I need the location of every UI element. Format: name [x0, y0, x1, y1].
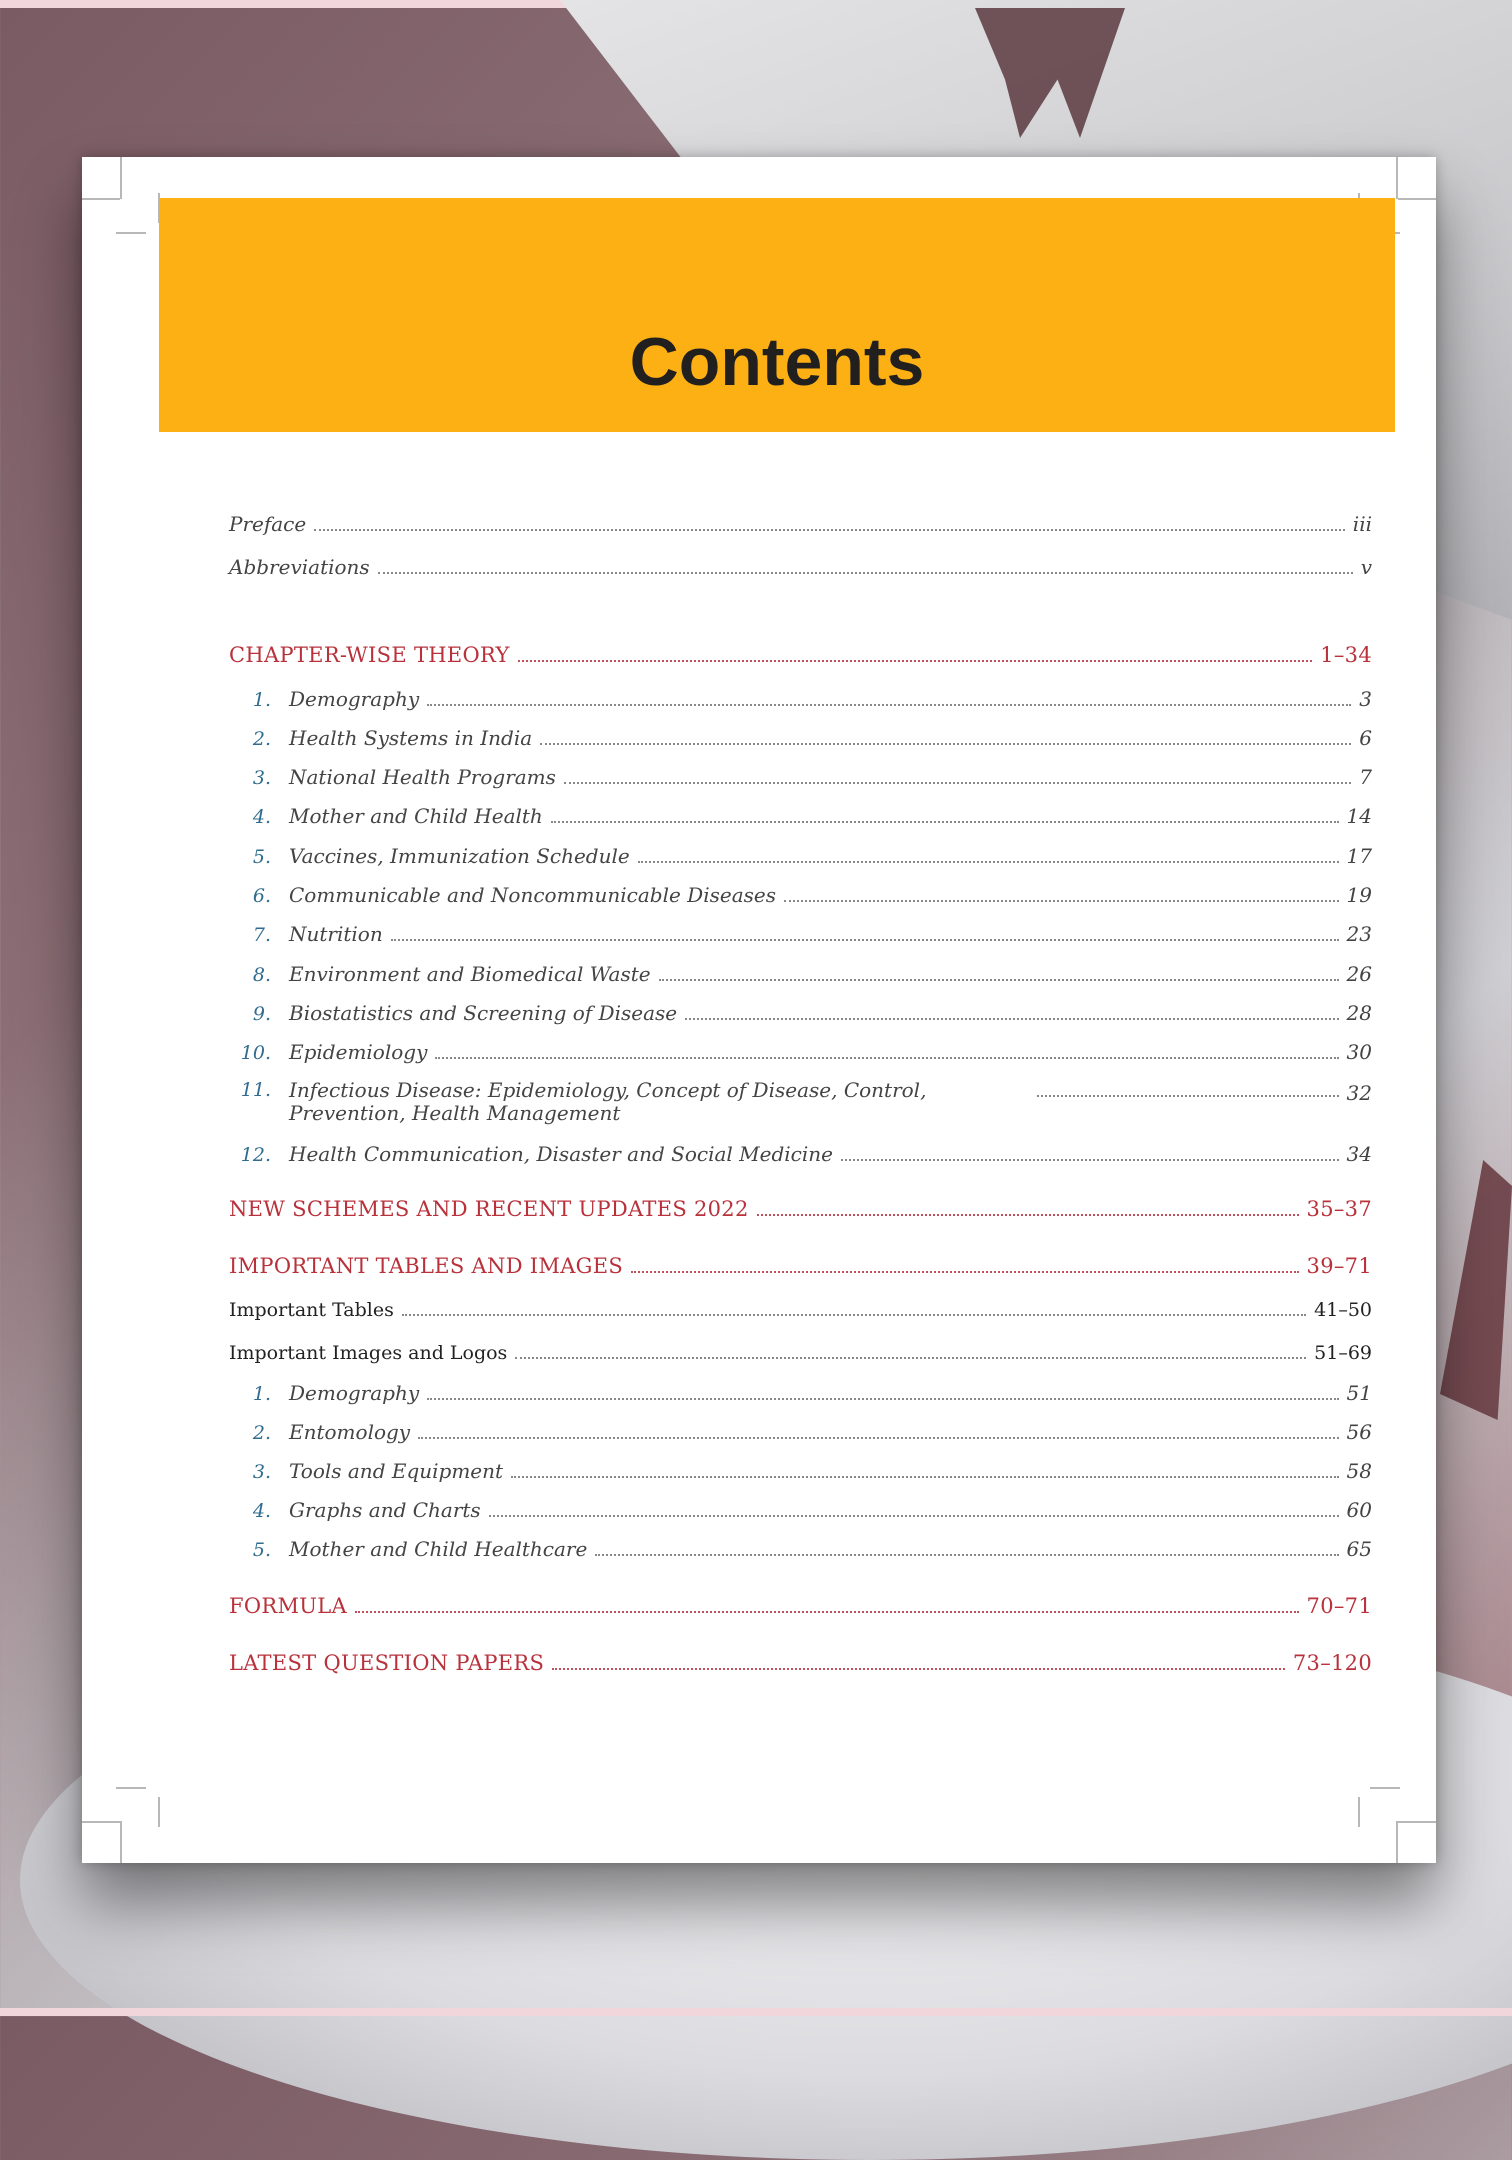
- toc-image-row[interactable]: [229, 1498, 1372, 1522]
- dot-leader: [355, 1611, 1299, 1613]
- dot-leader: [314, 529, 1345, 531]
- dot-leader: [427, 1398, 1338, 1400]
- toc-page: 56: [1346, 1420, 1372, 1444]
- toc-title: Nutrition: [289, 922, 383, 946]
- toc-title: Mother and Child Health: [289, 804, 543, 828]
- toc-subsection-images[interactable]: [229, 1342, 1372, 1364]
- toc-page: 19: [1346, 883, 1372, 907]
- toc-section-title: LATEST QUESTION PAPERS: [229, 1651, 545, 1675]
- dot-leader: [551, 821, 1339, 823]
- dot-leader: [638, 861, 1339, 863]
- toc-chapter-row[interactable]: [229, 1040, 1372, 1064]
- crop-mark: [1398, 198, 1436, 200]
- toc-page-range: 35–37: [1306, 1197, 1372, 1221]
- toc-page: 58: [1346, 1459, 1372, 1483]
- toc-title: Demography: [289, 1381, 420, 1405]
- dot-leader: [659, 979, 1339, 981]
- dot-leader: [685, 1018, 1338, 1020]
- toc-page: 6: [1359, 726, 1372, 750]
- toc-number: 10.: [240, 1042, 271, 1064]
- toc-number: 1.: [252, 1383, 271, 1405]
- toc-title: Health Communication, Disaster and Social Medicine: [289, 1142, 833, 1166]
- document-page: [82, 157, 1436, 1863]
- dot-leader: [378, 572, 1353, 574]
- toc-row-preface[interactable]: [229, 512, 1372, 536]
- toc-section-title: IMPORTANT TABLES AND IMAGES: [229, 1254, 624, 1278]
- toc-page-range: 41–50: [1314, 1299, 1372, 1321]
- dot-leader: [518, 660, 1313, 662]
- toc-page: 60: [1346, 1498, 1372, 1522]
- toc-section-formula[interactable]: [229, 1594, 1372, 1618]
- toc-chapter-row[interactable]: [229, 1079, 1372, 1125]
- dot-leader: [757, 1214, 1299, 1216]
- toc-number: 7.: [252, 924, 271, 946]
- toc-chapter-row[interactable]: [229, 687, 1372, 711]
- toc-title: Infectious Disease: Epidemiology, Concept of Disease, Control, Prevention, Health Management: [289, 1078, 927, 1125]
- toc-image-row[interactable]: [229, 1537, 1372, 1561]
- toc-page: 51: [1346, 1381, 1372, 1405]
- toc-number: 3.: [252, 767, 271, 789]
- toc-image-row[interactable]: [229, 1420, 1372, 1444]
- dot-leader: [631, 1271, 1298, 1273]
- toc-title: Abbreviations: [229, 555, 370, 579]
- toc-page-range: 1–34: [1320, 643, 1372, 667]
- dot-leader: [841, 1159, 1339, 1161]
- crop-mark: [1358, 1797, 1360, 1827]
- toc-title: Important Tables: [229, 1299, 394, 1321]
- crop-mark: [1370, 1787, 1400, 1789]
- toc-row-abbreviations[interactable]: [229, 555, 1372, 579]
- toc-page-range: 73–120: [1292, 1651, 1372, 1675]
- toc-number: 3.: [252, 1461, 271, 1483]
- dot-leader: [564, 782, 1351, 784]
- toc-page: 7: [1359, 765, 1372, 789]
- toc-title: National Health Programs: [289, 765, 556, 789]
- toc-title: Important Images and Logos: [229, 1342, 508, 1364]
- toc-page-range: 39–71: [1306, 1254, 1372, 1278]
- toc-image-row[interactable]: [229, 1459, 1372, 1483]
- crop-mark: [82, 1821, 120, 1823]
- toc-number: 6.: [252, 885, 271, 907]
- toc-chapter-row[interactable]: [229, 844, 1372, 868]
- toc-chapter-row[interactable]: [229, 1142, 1372, 1166]
- toc-page: 23: [1346, 922, 1372, 946]
- crop-mark: [116, 232, 146, 234]
- dot-leader: [784, 900, 1339, 902]
- toc-image-row[interactable]: [229, 1381, 1372, 1405]
- crop-mark: [1396, 1821, 1398, 1863]
- toc-number: 8.: [252, 964, 271, 986]
- toc-title: Tools and Equipment: [289, 1459, 504, 1483]
- dot-leader: [595, 1554, 1338, 1556]
- toc-page-range: 70–71: [1306, 1594, 1372, 1618]
- toc-page: 17: [1346, 844, 1372, 868]
- toc-title: Vaccines, Immunization Schedule: [289, 844, 630, 868]
- toc-number: 11.: [240, 1079, 271, 1101]
- dot-leader: [418, 1437, 1338, 1439]
- dot-leader: [402, 1314, 1306, 1316]
- toc-title: Communicable and Noncommunicable Diseases: [289, 883, 777, 907]
- toc-section-title: CHAPTER-WISE THEORY: [229, 643, 510, 667]
- toc-title: Environment and Biomedical Waste: [289, 962, 651, 986]
- toc-number: 5.: [252, 846, 271, 868]
- toc-chapter-row[interactable]: [229, 1001, 1372, 1025]
- toc-section-question-papers[interactable]: [229, 1651, 1372, 1675]
- toc-chapter-row[interactable]: [229, 765, 1372, 789]
- toc-page: 65: [1346, 1537, 1372, 1561]
- toc-number: 2.: [252, 728, 271, 750]
- header-band: [159, 198, 1395, 432]
- toc-chapter-row[interactable]: [229, 726, 1372, 750]
- toc-chapter-row[interactable]: [229, 922, 1372, 946]
- toc-title: Epidemiology: [289, 1040, 428, 1064]
- dot-leader: [391, 939, 1339, 941]
- toc-page: iii: [1352, 512, 1372, 536]
- crop-mark: [82, 198, 120, 200]
- toc-page: v: [1360, 555, 1372, 579]
- toc-page: 34: [1346, 1142, 1372, 1166]
- toc-title: Demography: [289, 687, 420, 711]
- page-title: Contents: [629, 324, 925, 400]
- toc-number: 9.: [252, 1003, 271, 1025]
- toc-title: Mother and Child Healthcare: [289, 1537, 588, 1561]
- crop-mark: [1396, 157, 1398, 199]
- toc-page: 3: [1359, 687, 1372, 711]
- dot-leader: [1037, 1095, 1339, 1097]
- dot-leader: [552, 1668, 1285, 1670]
- toc-number: 4.: [252, 1500, 271, 1522]
- dot-leader: [435, 1057, 1338, 1059]
- dot-leader: [511, 1476, 1338, 1478]
- toc-section-title: FORMULA: [229, 1594, 348, 1618]
- crop-mark: [120, 157, 122, 199]
- toc-title: Preface: [229, 512, 307, 536]
- toc-title: Biostatistics and Screening of Disease: [289, 1001, 678, 1025]
- toc-number: 2.: [252, 1422, 271, 1444]
- dot-leader: [489, 1515, 1339, 1517]
- dot-leader: [427, 704, 1351, 706]
- toc-page-range: 51–69: [1314, 1342, 1372, 1364]
- crop-mark: [120, 1821, 122, 1863]
- toc-number: 4.: [252, 806, 271, 828]
- toc-page: 14: [1346, 804, 1372, 828]
- toc-page: 28: [1346, 1001, 1372, 1025]
- toc-section-schemes[interactable]: [229, 1197, 1372, 1221]
- crop-mark: [1398, 1821, 1436, 1823]
- toc-page: 26: [1346, 962, 1372, 986]
- toc-title: Entomology: [289, 1420, 411, 1444]
- toc-section-tables-images[interactable]: [229, 1254, 1372, 1278]
- toc-number: 5.: [252, 1539, 271, 1561]
- crop-mark: [116, 1787, 146, 1789]
- toc-chapter-row[interactable]: [229, 962, 1372, 986]
- toc-page: 32: [1346, 1081, 1372, 1105]
- toc-title: Health Systems in India: [289, 726, 533, 750]
- background-strip-bottom: [0, 2008, 1512, 2016]
- toc-title: Graphs and Charts: [289, 1498, 481, 1522]
- crop-mark: [158, 1797, 160, 1827]
- toc-section-title: NEW SCHEMES AND RECENT UPDATES 2022: [229, 1197, 749, 1221]
- toc-subsection-tables[interactable]: [229, 1299, 1372, 1321]
- toc-number: 1.: [252, 689, 271, 711]
- toc-page: 30: [1346, 1040, 1372, 1064]
- toc-number: 12.: [240, 1144, 271, 1166]
- toc-section-theory[interactable]: [229, 643, 1372, 667]
- dot-leader: [515, 1357, 1306, 1359]
- background-leaf-right: [1440, 1160, 1512, 1420]
- dot-leader: [540, 743, 1351, 745]
- toc-chapter-row[interactable]: [229, 883, 1372, 907]
- toc-chapter-row[interactable]: [229, 804, 1372, 828]
